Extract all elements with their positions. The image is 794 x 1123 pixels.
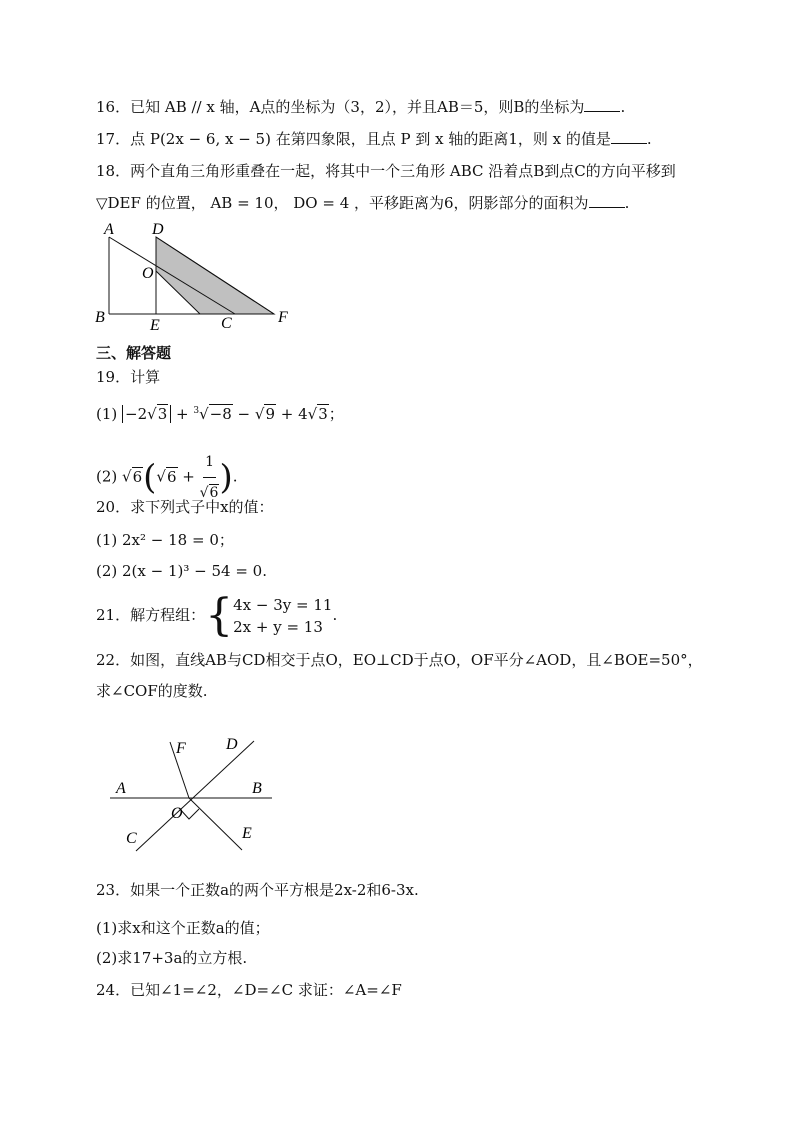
- line-cd: [136, 741, 254, 851]
- label-c: C: [221, 315, 232, 332]
- q-text: 如图，直线AB与CD相交于点O，EO⊥CD于点O，OF平分∠AOD，且∠BOE=50°，: [130, 651, 703, 669]
- q-num: 18．: [96, 162, 131, 180]
- q-num: 16．: [96, 98, 131, 116]
- q-num: 21．: [96, 606, 131, 624]
- q-end: .: [646, 130, 652, 148]
- q-num: 22．: [96, 651, 131, 669]
- label-d: D: [226, 736, 238, 753]
- equation-1: 4x − 3y = 11: [233, 596, 333, 614]
- equation-system: { 4x − 3y = 11 2x + y = 13: [205, 590, 333, 641]
- equation-2: 2x + y = 13: [233, 618, 323, 636]
- label-a: A: [116, 780, 126, 797]
- answer-blank[interactable]: [589, 193, 625, 208]
- part-label: (2): [96, 467, 118, 486]
- q-num: 23．: [96, 881, 131, 899]
- question-20-part2: (2) 2(x − 1)³ − 54 = 0.: [96, 562, 267, 580]
- label-f: F: [176, 740, 186, 757]
- label-e: E: [150, 317, 160, 334]
- angle-figure: [100, 725, 290, 860]
- q-text: 已知∠1=∠2，∠D=∠C 求证：∠A=∠F: [130, 981, 402, 999]
- answer-blank[interactable]: [611, 129, 647, 144]
- q-text: 两个直角三角形重叠在一起，将其中一个三角形 ABC 沿着点B到点C的方向平移到: [130, 162, 676, 180]
- label-o: O: [142, 265, 154, 282]
- label-o: O: [171, 805, 183, 822]
- label-c: C: [126, 830, 137, 847]
- label-a: A: [104, 221, 114, 238]
- question-19-part1: (1) −2√3 + $^3$√−8 − √9 + 4√3；: [96, 405, 344, 423]
- question-18-line1: [96, 161, 676, 181]
- question-16: [96, 97, 625, 117]
- answer-blank[interactable]: [584, 97, 620, 112]
- question-17: [96, 129, 652, 149]
- q-text: 求下列式子中x的值：: [130, 498, 274, 516]
- label-b: B: [95, 309, 105, 326]
- question-19-part2: (2) √6(√6 + $\frac{1}{√6}$ ).: [96, 447, 238, 508]
- question-23-part2: (2)求17+3a的立方根.: [96, 949, 248, 967]
- part-label: (1): [96, 405, 118, 423]
- section-heading: 三、解答题: [96, 344, 172, 362]
- q-num: 17．: [96, 130, 131, 148]
- question-22-line2: 求∠COF的度数.: [96, 682, 208, 700]
- question-20-part1: (1) 2x² − 18 = 0；: [96, 531, 234, 549]
- question-20: [96, 497, 274, 517]
- q-num: 24．: [96, 981, 131, 999]
- label-d: D: [152, 221, 164, 238]
- label-b: B: [252, 780, 262, 797]
- q-text: 解方程组：: [130, 606, 206, 624]
- q-text: 点 P(2x − 6, x − 5) 在第四象限，且点 P 到 x 轴的距离1，则 x 的值是: [130, 130, 611, 148]
- question-19: [96, 367, 160, 387]
- label-f: F: [278, 309, 288, 326]
- q-num: 19．: [96, 368, 131, 386]
- q-text: ▽DEF 的位置， AB = 10， DO = 4 ，平移距离为6，阴影部分的面积为: [96, 194, 589, 212]
- q-text: 如果一个正数a的两个平方根是2x-2和6-3x.: [130, 881, 419, 899]
- question-23-part1: (1)求x和这个正数a的值；: [96, 919, 270, 937]
- question-23: [96, 880, 419, 900]
- q-end: .: [624, 194, 630, 212]
- question-24: [96, 980, 402, 1000]
- q-end: .: [620, 98, 626, 116]
- question-22-line1: [96, 650, 703, 670]
- label-e: E: [242, 825, 252, 842]
- q-text: 已知 AB // x 轴，A点的坐标为（3，2），并且AB＝5，则B的坐标为: [130, 98, 585, 116]
- triangle-figure: [90, 220, 310, 335]
- question-21: 21．解方程组： { 4x − 3y = 11 2x + y = 13 .: [96, 590, 338, 641]
- q-text: 计算: [130, 368, 161, 386]
- q-num: 20．: [96, 498, 131, 516]
- question-18-line2: [96, 193, 629, 213]
- ray-oe: [189, 798, 242, 850]
